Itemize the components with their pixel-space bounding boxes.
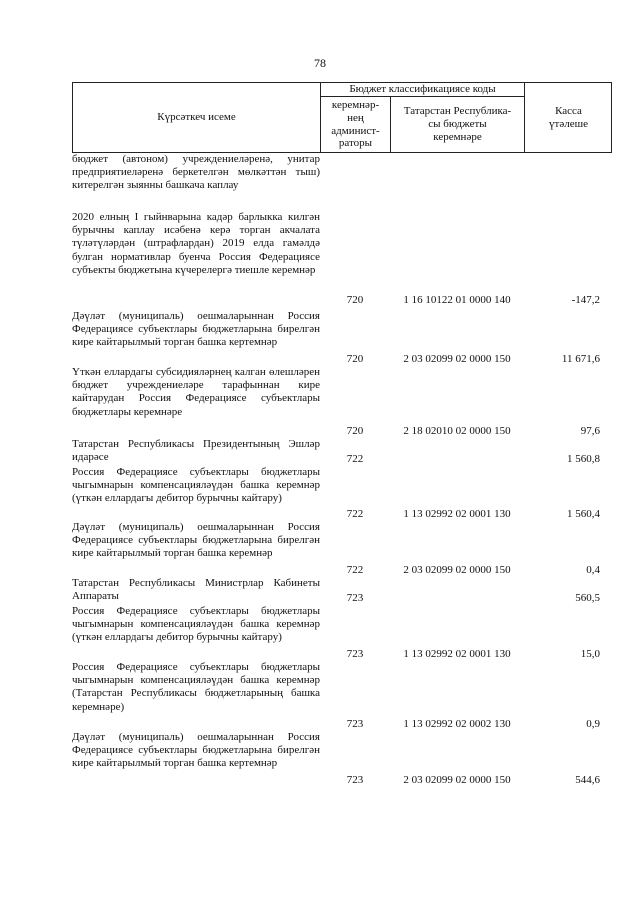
row-cash-amount: 560,5 (575, 592, 600, 604)
row-cash-amount: 544,6 (575, 774, 600, 786)
row-classification-code: 1 13 02992 02 0002 130 (403, 718, 511, 730)
row-indicator-name: бюджет (автоном) учреждениеләренә, унитар предприятиеләренә беркетелгән мөлкәттән тыш) китерелгән зыянны башкача каплау (72, 153, 320, 192)
page-number: 78 (314, 56, 326, 70)
row-admin-code: 722 (346, 564, 364, 576)
row-indicator-name: Россия Федерациясе субъектлары бюджетлары чыгымнарын компенсацияләүдән башка керемнәр (Татарстан Республикасы бюджетларының башка керемнәре) (72, 661, 320, 713)
row-admin-code: 720 (346, 353, 364, 365)
row-admin-code: 723 (346, 718, 364, 730)
header-budget-classification-codes: Бюджет классификациясе коды (321, 83, 525, 97)
row-cash-amount: -147,2 (571, 294, 600, 306)
row-admin-code: 723 (346, 774, 364, 786)
table-row (72, 731, 612, 787)
table-header (72, 82, 612, 153)
table-row (72, 438, 612, 466)
row-admin-code: 720 (346, 294, 364, 306)
row-indicator-name: Россия Федерациясе субъектлары бюджетлары чыгымнарын компенсацияләүдән башка керемнәр (үткән еллардагы дебитор бурычны кайтару) (72, 466, 320, 505)
row-cash-amount: 1 560,4 (567, 508, 600, 520)
row-classification-code: 1 13 02992 02 0001 130 (403, 508, 511, 520)
row-classification-code: 2 03 02099 02 0000 150 (403, 564, 511, 576)
row-indicator-name: Дәүләт (муниципаль) оешмаларыннан Россия Федерациясе субъектлары бюджетларына бирелгән кире кайтарылмый торган башка кертемнәр (72, 310, 320, 349)
table-row (72, 605, 612, 661)
row-cash-amount: 15,0 (580, 648, 600, 660)
row-admin-code: 722 (346, 508, 364, 520)
table-row (72, 211, 612, 307)
row-admin-code: 720 (346, 425, 364, 437)
row-classification-code: 2 03 02099 02 0000 150 (403, 353, 511, 365)
header-cash-execution: Касса үтәлеше (525, 83, 612, 153)
row-classification-code: 2 18 02010 02 0000 150 (403, 425, 511, 437)
row-indicator-name: Үткән еллардагы субсидияләрнең калган өлешләрен бюджет учреждениеләре тарафыннан кире кайтарудан Россия Федерациясе субъектлары бюджетлары керемнәре (72, 366, 320, 418)
header-revenue-administrator: керемнәр- нең админист- раторы (321, 97, 391, 153)
row-indicator-name: Татарстан Республикасы Президентының Эшләр идарәсе (72, 438, 320, 464)
row-indicator-name: Дәүләт (муниципаль) оешмаларыннан Россия Федерациясе субъектлары бюджетларына бирелгән кире кайтарылмый торган башка кертемнәр (72, 731, 320, 770)
table-row (72, 661, 612, 731)
row-cash-amount: 97,6 (580, 425, 600, 437)
table-row (72, 153, 612, 207)
table-body (72, 153, 612, 787)
row-indicator-name: Татарстан Республикасы Министрлар Кабинеты Аппараты (72, 577, 320, 603)
row-indicator-name: 2020 елның I гыйнварына кадәр барлыкка килгән бурычны каплау исәбенә керә торган акчалата түләтүләрдән (штрафлардан) 2019 елда гамәлдә булган нормативлар буенча Россия Федерациясе субъекты бюджетына күчерелергә тиешле керемнәр (72, 211, 320, 276)
row-classification-code: 1 16 10122 01 0000 140 (403, 294, 511, 306)
table-row (72, 366, 612, 438)
row-cash-amount: 0,4 (586, 564, 600, 576)
row-cash-amount: 11 671,6 (561, 353, 600, 365)
row-admin-code: 723 (346, 648, 364, 660)
row-cash-amount: 1 560,8 (567, 453, 600, 465)
table-row (72, 466, 612, 521)
row-admin-code: 722 (346, 453, 364, 465)
table-row (72, 521, 612, 577)
row-indicator-name: Дәүләт (муниципаль) оешмаларыннан Россия Федерациясе субъектлары бюджетларына бирелгән кире кайтарылмый торган башка керемнәр (72, 521, 320, 560)
row-admin-code: 723 (346, 592, 364, 604)
row-indicator-name: Россия Федерациясе субъектлары бюджетлары чыгымнарын компенсацияләүдән башка керемнәр (үткән еллардагы дебитор бурычны кайтару) (72, 605, 320, 644)
row-cash-amount: 0,9 (586, 718, 600, 730)
row-classification-code: 2 03 02099 02 0000 150 (403, 774, 511, 786)
table-row (72, 310, 612, 366)
header-indicator-name: Күрсәткеч исеме (73, 83, 321, 153)
header-budget-revenues: Татарстан Республика- сы бюджеты керемнәре (391, 97, 525, 153)
table-row (72, 577, 612, 605)
row-classification-code: 1 13 02992 02 0001 130 (403, 648, 511, 660)
